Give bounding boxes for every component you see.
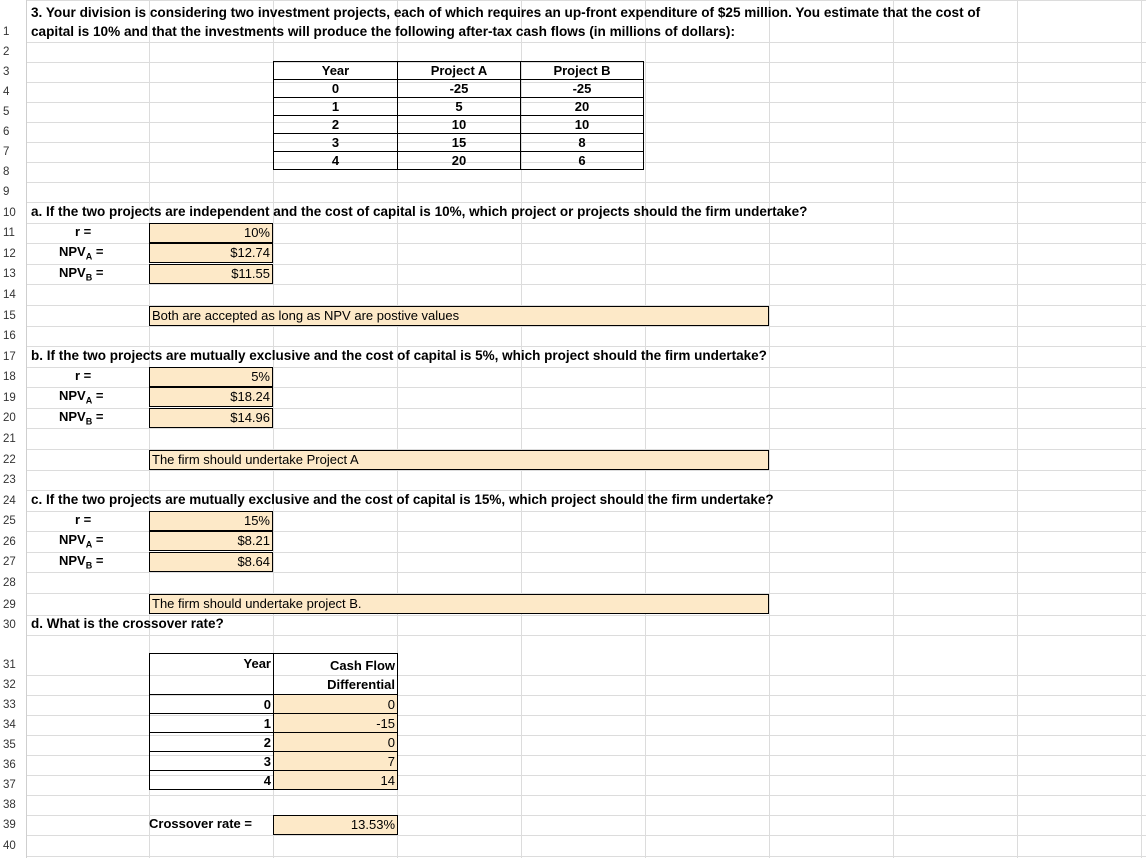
row-number[interactable]: 31 xyxy=(3,659,16,671)
year-cell[interactable]: 4 xyxy=(274,152,398,170)
part-b-r-input[interactable]: 5% xyxy=(149,367,273,387)
row-number[interactable]: 13 xyxy=(3,268,16,280)
row-gridline xyxy=(0,182,1146,183)
row-gridline xyxy=(0,572,1146,573)
row-number[interactable]: 38 xyxy=(3,799,16,811)
row-number[interactable]: 20 xyxy=(3,412,16,424)
column-gridline xyxy=(645,0,646,858)
part-a-answer[interactable]: Both are accepted as long as NPV are postive values xyxy=(149,306,769,326)
part-a-npvb-value[interactable]: $11.55 xyxy=(149,264,273,284)
row-number[interactable]: 16 xyxy=(3,330,16,342)
project-a-cell[interactable]: 20 xyxy=(398,152,521,170)
row-number[interactable]: 7 xyxy=(3,146,10,158)
column-gridline xyxy=(1141,0,1142,858)
row-gridline xyxy=(0,284,1146,285)
row-number[interactable]: 25 xyxy=(3,515,16,527)
row-number[interactable]: 5 xyxy=(3,106,10,118)
differential-cell[interactable]: 0 xyxy=(274,695,398,714)
part-a-question: a. If the two projects are independent and the cost of capital is 10%, which project or projects should the firm undertake? xyxy=(31,204,808,219)
crossover-value[interactable]: 13.53% xyxy=(273,815,398,835)
row-gridline xyxy=(0,490,1146,491)
row-number[interactable]: 24 xyxy=(3,495,16,507)
row-number[interactable]: 23 xyxy=(3,474,16,486)
project-b-cell[interactable]: 8 xyxy=(521,134,644,152)
differential-cell[interactable]: 0 xyxy=(274,733,398,752)
header-line-1: Cash Flow xyxy=(329,658,395,673)
part-a-npva-value[interactable]: $12.74 xyxy=(149,243,273,263)
part-c-npvb-label: $NPV_B$ = xyxy=(59,553,104,571)
row-gridline xyxy=(0,428,1146,429)
part-c-npvb-value[interactable]: $8.64 xyxy=(149,552,273,572)
row-number[interactable]: 18 xyxy=(3,371,16,383)
part-b-npva-label: $NPV_A$ = xyxy=(59,388,104,406)
differential-cell[interactable]: 7 xyxy=(274,752,398,771)
row-number[interactable]: 30 xyxy=(3,619,16,631)
row-number[interactable]: 6 xyxy=(3,126,10,138)
part-c-question: c. If the two projects are mutually exclusive and the cost of capital is 15%, which project should the firm undertake? xyxy=(31,492,774,507)
project-b-cell[interactable]: -25 xyxy=(521,80,644,98)
row-number[interactable]: 33 xyxy=(3,699,16,711)
year-cell[interactable]: 2 xyxy=(150,733,274,752)
part-a-r-input[interactable]: 10% xyxy=(149,223,273,243)
row-number[interactable]: 34 xyxy=(3,719,16,731)
row-number[interactable]: 28 xyxy=(3,577,16,589)
table-row xyxy=(274,152,644,170)
row-number[interactable]: 9 xyxy=(3,186,10,198)
crossover-table xyxy=(149,653,398,790)
row-number[interactable]: 36 xyxy=(3,759,16,771)
part-b-npva-value[interactable]: $18.24 xyxy=(149,387,273,407)
table-row xyxy=(150,733,398,752)
header-year[interactable]: Year xyxy=(274,62,398,80)
part-c-npva-value[interactable]: $8.21 xyxy=(149,531,273,551)
project-a-cell[interactable]: 10 xyxy=(398,116,521,134)
project-a-cell[interactable]: 5 xyxy=(398,98,521,116)
differential-cell[interactable]: -15 xyxy=(274,714,398,733)
row-number[interactable]: 35 xyxy=(3,739,16,751)
row-number[interactable]: 1 xyxy=(3,26,10,38)
part-b-answer[interactable]: The firm should undertake Project A xyxy=(149,450,769,470)
table-row xyxy=(150,771,398,790)
row-number[interactable]: 27 xyxy=(3,556,16,568)
row-number[interactable]: 12 xyxy=(3,248,16,260)
row-number[interactable]: 15 xyxy=(3,310,16,322)
part-c-r-label: r = xyxy=(75,512,92,527)
row-gridline xyxy=(0,795,1146,796)
header-project-a[interactable]: Project A xyxy=(398,62,521,80)
table-row xyxy=(150,752,398,771)
project-a-cell[interactable]: -25 xyxy=(398,80,521,98)
row-gridline xyxy=(0,635,1146,636)
row-gridline xyxy=(0,202,1146,203)
year-cell[interactable]: 1 xyxy=(274,98,398,116)
table-header-row xyxy=(150,654,398,695)
row-number[interactable]: 17 xyxy=(3,351,16,363)
year-cell[interactable]: 1 xyxy=(150,714,274,733)
row-gridline xyxy=(0,856,1146,857)
header-year[interactable]: Year xyxy=(150,654,274,695)
question-line-2: capital is 10% and that the investments will produce the following after-tax cash flows (in millions of dollars): xyxy=(31,24,735,39)
part-b-npvb-label: $NPV_B$ = xyxy=(59,409,104,427)
part-c-r-input[interactable]: 15% xyxy=(149,511,273,531)
part-a-r-label: r = xyxy=(75,224,92,239)
row-number[interactable]: 26 xyxy=(3,536,16,548)
row-number[interactable]: 8 xyxy=(3,166,10,178)
row-gridline xyxy=(0,326,1146,327)
differential-cell[interactable]: 14 xyxy=(274,771,398,790)
part-b-question: b. If the two projects are mutually exclusive and the cost of capital is 5%, which project should the firm undertake? xyxy=(31,348,767,363)
part-b-npvb-value[interactable]: $14.96 xyxy=(149,408,273,428)
header-project-b[interactable]: Project B xyxy=(521,62,644,80)
project-b-cell[interactable]: 10 xyxy=(521,116,644,134)
row-gridline xyxy=(0,470,1146,471)
row-number[interactable]: 22 xyxy=(3,454,16,466)
table-row xyxy=(274,134,644,152)
crossover-label: Crossover rate = xyxy=(149,816,252,831)
part-a-npvb-label: $NPV_B$ = xyxy=(59,265,104,283)
year-cell[interactable]: 3 xyxy=(150,752,274,771)
row-number[interactable]: 21 xyxy=(3,433,16,445)
part-d-question: d. What is the crossover rate? xyxy=(31,616,224,631)
row-gridline xyxy=(0,42,1146,43)
row-number[interactable]: 3 xyxy=(3,66,10,78)
part-a-npva-label: $NPV_A$ = xyxy=(59,244,104,262)
table-row xyxy=(274,116,644,134)
row-gridline xyxy=(0,835,1146,836)
row-number[interactable]: 2 xyxy=(3,46,10,58)
row-number[interactable]: 29 xyxy=(3,599,16,611)
year-cell[interactable]: 4 xyxy=(150,771,274,790)
part-c-npva-label: $NPV_A$ = xyxy=(59,532,104,550)
row-number[interactable]: 32 xyxy=(3,679,16,691)
row-number[interactable]: 14 xyxy=(3,289,16,301)
row-number[interactable]: 11 xyxy=(3,227,15,239)
row-number[interactable]: 40 xyxy=(3,840,16,852)
table-header-row xyxy=(274,62,644,80)
table-row xyxy=(274,80,644,98)
year-cell[interactable]: 3 xyxy=(274,134,398,152)
column-gridline xyxy=(893,0,894,858)
year-cell[interactable]: 2 xyxy=(274,116,398,134)
table-row xyxy=(274,98,644,116)
part-b-r-label: r = xyxy=(75,368,92,383)
year-cell[interactable]: 0 xyxy=(274,80,398,98)
row-number[interactable]: 39 xyxy=(3,819,16,831)
cashflow-table xyxy=(273,61,644,170)
column-gridline xyxy=(769,0,770,858)
row-gridline xyxy=(0,0,1146,1)
project-a-cell[interactable]: 15 xyxy=(398,134,521,152)
row-number[interactable]: 19 xyxy=(3,392,16,404)
part-c-answer[interactable]: The firm should undertake project B. xyxy=(149,594,769,614)
table-row xyxy=(150,714,398,733)
table-row xyxy=(150,695,398,714)
question-line-1: 3. Your division is considering two investment projects, each of which requires an up-front expenditure of $25 million. You estimate that the cost of xyxy=(31,5,981,20)
year-cell[interactable]: 0 xyxy=(150,695,274,714)
row-gridline xyxy=(0,346,1146,347)
row-number[interactable]: 37 xyxy=(3,779,16,791)
header-cash-flow-differential[interactable] xyxy=(274,654,398,695)
row-number[interactable]: 10 xyxy=(3,207,16,219)
column-gridline xyxy=(1017,0,1018,858)
project-b-cell[interactable]: 6 xyxy=(521,152,644,170)
header-line-2: Differential xyxy=(327,677,395,692)
row-number[interactable]: 4 xyxy=(3,86,10,98)
project-b-cell[interactable]: 20 xyxy=(521,98,644,116)
